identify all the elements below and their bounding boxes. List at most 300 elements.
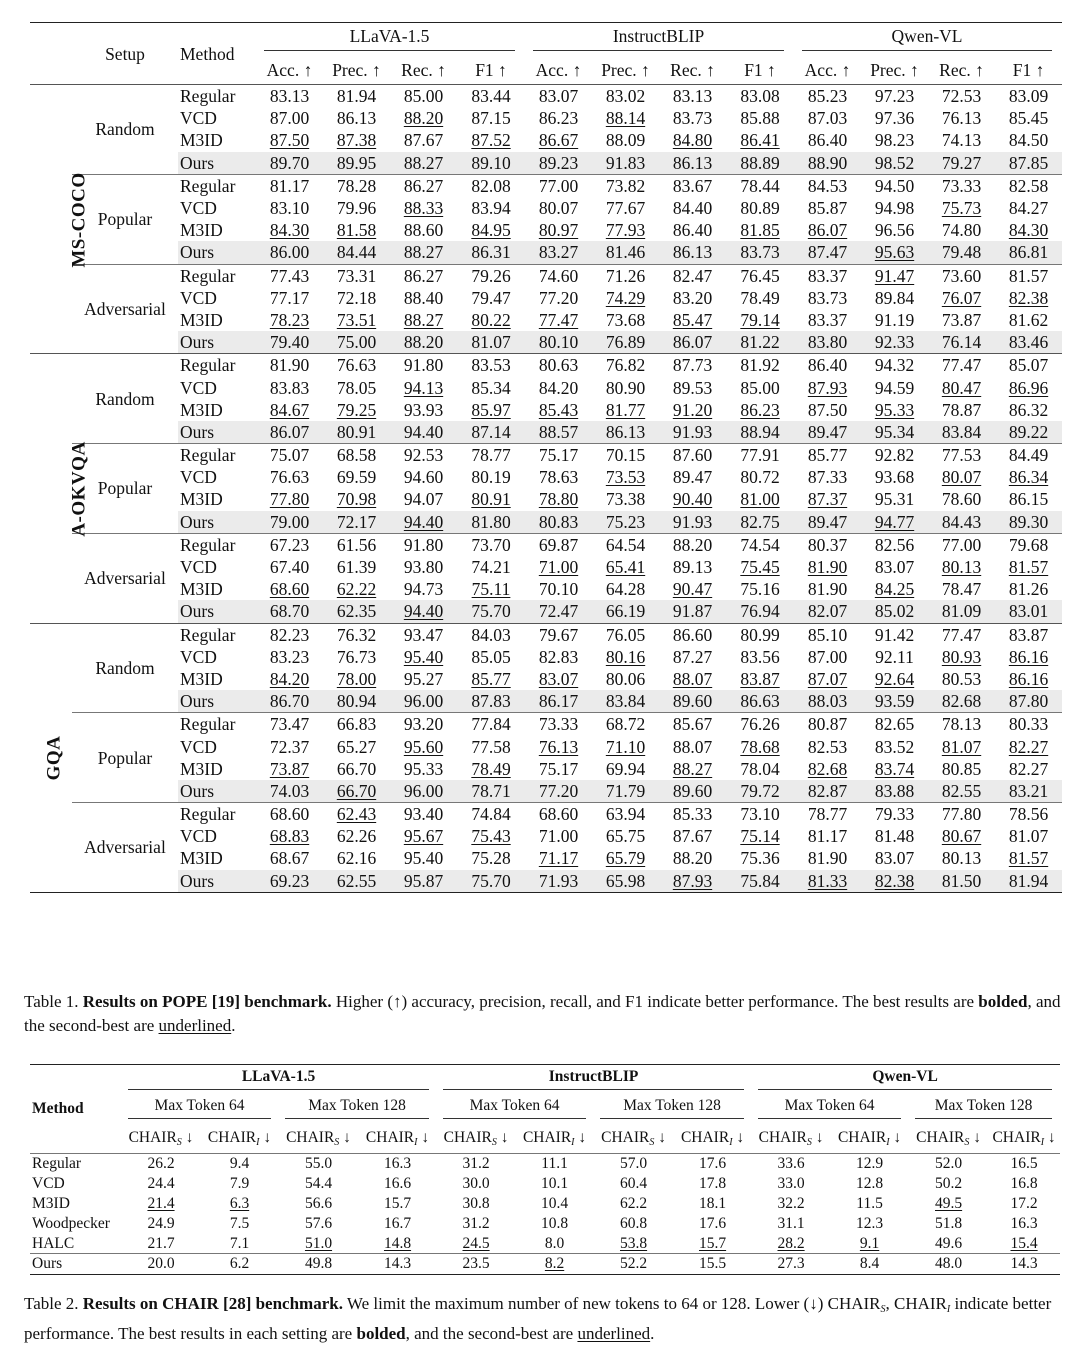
value-cell: 77.20: [525, 780, 592, 803]
value-cell: 87.27: [672, 646, 713, 667]
value-cell: 87.33: [807, 467, 848, 488]
value-cell: 75.14: [740, 826, 780, 847]
value-cell: 77.47: [941, 355, 982, 376]
value-cell: 87.00: [807, 646, 848, 667]
pope-results-table: [30, 22, 1060, 893]
value-cell: 86.07: [659, 331, 726, 354]
value-cell: 49.8: [304, 1255, 333, 1273]
value-cell: 82.38: [861, 870, 928, 893]
value-cell: 76.13: [941, 108, 982, 129]
value-cell: 86.60: [672, 624, 713, 645]
value-cell: 88.07: [672, 736, 713, 757]
metric-header: Prec. ↑: [332, 59, 381, 80]
value-cell: 81.57: [1008, 557, 1049, 578]
value-cell: 88.33: [403, 198, 444, 219]
value-cell: 31.2: [462, 1155, 490, 1173]
metric-header: Prec. ↑: [601, 59, 650, 80]
caption-text: .: [231, 1016, 236, 1035]
metric-header: Acc. ↑: [535, 59, 582, 80]
value-cell: 89.47: [794, 511, 861, 534]
value-cell: 81.90: [807, 557, 848, 578]
method-cell: Regular: [180, 804, 236, 825]
caption-label: Table 1.: [24, 992, 79, 1011]
value-cell: 83.94: [471, 198, 511, 219]
value-cell: 72.37: [269, 736, 310, 757]
value-cell: 14.3: [1010, 1255, 1038, 1273]
value-cell: 89.84: [874, 287, 915, 308]
header-method: Method: [180, 43, 235, 64]
value-cell: 62.22: [336, 579, 377, 600]
value-cell: 91.83: [592, 152, 659, 175]
value-cell: 75.07: [269, 445, 310, 466]
value-cell: 79.47: [471, 287, 511, 308]
value-cell: 87.37: [807, 489, 848, 510]
caption-bold-word: bolded: [356, 1324, 406, 1343]
value-cell: 33.6: [777, 1155, 805, 1173]
value-cell: 92.53: [403, 445, 444, 466]
value-cell: 84.53: [807, 175, 848, 196]
value-cell: 12.3: [856, 1214, 884, 1232]
value-cell: 83.87: [1008, 624, 1049, 645]
value-cell: 88.40: [403, 287, 444, 308]
table-row: [30, 85, 1062, 108]
setup-label: Adversarial: [84, 837, 166, 858]
value-cell: 94.59: [874, 377, 915, 398]
value-cell: 86.96: [1008, 377, 1049, 398]
value-cell: 94.40: [390, 421, 457, 444]
method-cell: VCD: [180, 736, 217, 757]
value-cell: 80.72: [740, 467, 780, 488]
value-cell: 32.2: [777, 1194, 805, 1212]
value-cell: 75.23: [592, 511, 659, 534]
value-cell: 65.75: [605, 826, 646, 847]
method-cell: Regular: [180, 175, 236, 196]
setup-label: Popular: [97, 209, 153, 230]
value-cell: 81.77: [605, 399, 646, 420]
method-cell: Ours: [178, 690, 256, 713]
value-cell: 92.33: [861, 331, 928, 354]
value-cell: 98.23: [874, 130, 915, 151]
value-cell: 81.17: [269, 175, 310, 196]
value-cell: 88.27: [390, 152, 457, 175]
token-setting-header: Max Token 64: [437, 1095, 594, 1123]
value-cell: 94.07: [403, 489, 444, 510]
value-cell: 88.57: [525, 421, 592, 444]
value-cell: 86.07: [807, 220, 848, 241]
value-cell: 85.05: [471, 646, 511, 667]
value-cell: 51.0: [304, 1234, 333, 1252]
value-cell: 85.97: [471, 399, 511, 420]
value-cell: 79.67: [538, 624, 579, 645]
value-cell: 17.6: [698, 1214, 727, 1232]
value-cell: 68.67: [269, 848, 310, 869]
value-cell: 88.27: [390, 241, 457, 264]
value-cell: 71.00: [538, 557, 579, 578]
value-cell: 79.26: [471, 265, 511, 286]
value-cell: 80.87: [807, 714, 848, 735]
value-cell: 71.79: [592, 780, 659, 803]
method-cell: VCD: [32, 1175, 65, 1193]
table-row: [30, 421, 1062, 444]
value-cell: 85.02: [861, 600, 928, 623]
table-row: [30, 197, 1062, 219]
value-cell: 82.68: [928, 690, 995, 713]
value-cell: 83.88: [861, 780, 928, 803]
value-cell: 75.84: [726, 870, 794, 893]
method-cell: Ours: [178, 511, 256, 534]
value-cell: 74.13: [941, 130, 982, 151]
value-cell: 86.13: [336, 108, 377, 129]
table-row: [30, 758, 1062, 780]
dataset-name: MS-COCO: [68, 171, 90, 268]
value-cell: 85.77: [807, 445, 848, 466]
value-cell: 96.00: [390, 690, 457, 713]
value-cell: 72.53: [941, 86, 982, 107]
value-cell: 84.95: [471, 220, 511, 241]
value-cell: 81.85: [740, 220, 780, 241]
value-cell: 77.80: [269, 489, 310, 510]
value-cell: 87.00: [269, 108, 310, 129]
table-row: [30, 690, 1062, 713]
method-cell: Ours: [178, 600, 256, 623]
value-cell: 78.49: [740, 287, 780, 308]
value-cell: 83.07: [538, 668, 579, 689]
value-cell: 68.83: [269, 826, 310, 847]
value-cell: 80.22: [471, 309, 511, 330]
chair-metric-header: $CHAIR_I$ ↓: [992, 1128, 1056, 1148]
value-cell: 33.0: [777, 1175, 805, 1193]
header-setup: Setup: [105, 43, 145, 64]
value-cell: 84.25: [874, 579, 915, 600]
value-cell: 95.34: [861, 421, 928, 444]
value-cell: 83.73: [726, 241, 794, 264]
value-cell: 85.07: [1008, 355, 1049, 376]
value-cell: 73.51: [336, 309, 377, 330]
token-setting-header: Max Token 64: [122, 1095, 279, 1123]
dataset-name: A-OKVQA: [68, 441, 90, 537]
value-cell: 66.70: [323, 780, 390, 803]
value-cell: 84.67: [269, 399, 310, 420]
table-row: [30, 444, 1062, 467]
value-cell: 95.31: [874, 489, 915, 510]
value-cell: 87.14: [457, 421, 525, 444]
table-row: [30, 533, 1062, 556]
method-cell: VCD: [180, 108, 217, 129]
setup-label: Random: [95, 119, 155, 140]
value-cell: 73.33: [941, 175, 982, 196]
value-cell: 24.5: [462, 1234, 490, 1252]
value-cell: 95.87: [390, 870, 457, 893]
value-cell: 83.37: [807, 309, 848, 330]
value-cell: 78.80: [538, 489, 579, 510]
value-cell: 87.07: [807, 668, 848, 689]
method-cell: Ours: [178, 780, 256, 803]
value-cell: 68.70: [256, 600, 323, 623]
setup-label: Popular: [97, 478, 153, 499]
value-cell: 30.0: [462, 1175, 490, 1193]
value-cell: 73.68: [605, 309, 646, 330]
value-cell: 7.5: [229, 1214, 250, 1232]
dataset-label: [30, 623, 72, 892]
header-spacer: [30, 23, 72, 85]
table-row: [30, 264, 1062, 287]
value-cell: 89.30: [995, 511, 1062, 534]
value-cell: 76.32: [336, 624, 377, 645]
value-cell: 96.56: [874, 220, 915, 241]
value-cell: 74.84: [471, 804, 511, 825]
method-cell: Ours: [178, 241, 256, 264]
value-cell: 10.1: [540, 1175, 569, 1193]
value-cell: 86.81: [995, 241, 1062, 264]
table-row: [30, 713, 1062, 736]
value-cell: 85.77: [471, 668, 511, 689]
value-cell: 78.87: [941, 399, 982, 420]
method-cell: VCD: [180, 646, 217, 667]
value-cell: 82.83: [538, 646, 579, 667]
value-cell: 16.6: [383, 1175, 412, 1193]
value-cell: 83.83: [269, 377, 310, 398]
value-cell: 15.7: [383, 1194, 412, 1212]
value-cell: 92.82: [874, 445, 915, 466]
value-cell: 77.00: [538, 175, 579, 196]
value-cell: 81.80: [457, 511, 525, 534]
value-cell: 90.47: [672, 579, 713, 600]
method-cell: Ours: [178, 331, 256, 354]
value-cell: 69.94: [605, 758, 646, 779]
value-cell: 84.80: [672, 130, 713, 151]
chair-metric-header: $CHAIR_S$ ↓: [286, 1128, 351, 1148]
method-cell: Regular: [32, 1155, 82, 1173]
header-model-qwen: Qwen-VL: [794, 23, 1062, 56]
value-cell: 86.07: [256, 421, 323, 444]
value-cell: 85.00: [740, 377, 780, 398]
value-cell: 97.36: [874, 108, 915, 129]
method-cell: M3ID: [180, 489, 223, 510]
value-cell: 73.87: [269, 758, 310, 779]
caption-text: indicate better performance. The best results in each setting are: [24, 1294, 1052, 1343]
table-row: [30, 847, 1062, 869]
table-row: [30, 287, 1062, 309]
value-cell: 86.40: [672, 220, 713, 241]
value-cell: 79.96: [336, 198, 377, 219]
value-cell: 86.32: [1008, 399, 1049, 420]
value-cell: 87.03: [807, 108, 848, 129]
caption-text: .: [650, 1324, 655, 1343]
method-cell: Ours: [32, 1255, 63, 1273]
value-cell: 94.40: [390, 511, 457, 534]
value-cell: 79.72: [726, 780, 794, 803]
value-cell: 81.57: [1008, 848, 1049, 869]
value-cell: 77.67: [605, 198, 646, 219]
value-cell: 85.00: [403, 86, 444, 107]
value-cell: 76.94: [726, 600, 794, 623]
value-cell: 79.68: [1008, 534, 1049, 555]
method-cell: Woodpecker: [32, 1214, 110, 1232]
value-cell: 64.28: [605, 579, 646, 600]
value-cell: 76.63: [336, 355, 377, 376]
value-cell: 81.09: [928, 600, 995, 623]
value-cell: 50.2: [935, 1175, 963, 1193]
value-cell: 68.60: [269, 804, 310, 825]
value-cell: 93.80: [403, 557, 444, 578]
metric-header: F1 ↑: [1012, 59, 1045, 80]
value-cell: 69.23: [256, 870, 323, 893]
chair-header-instructblip: InstructBLIP: [437, 1065, 752, 1096]
value-cell: 76.63: [269, 467, 310, 488]
caption-title: Results on CHAIR [28] benchmark.: [82, 1294, 343, 1313]
dataset-label: [30, 354, 90, 623]
value-cell: 86.16: [1008, 646, 1049, 667]
value-cell: 80.13: [941, 557, 982, 578]
table-row: [30, 735, 1062, 757]
value-cell: 75.11: [471, 579, 511, 600]
table-row: [30, 1194, 1060, 1214]
value-cell: 81.62: [1008, 309, 1049, 330]
value-cell: 83.09: [1008, 86, 1049, 107]
chair-header-qwen: Qwen-VL: [752, 1065, 1060, 1096]
value-cell: 78.44: [740, 175, 780, 196]
value-cell: 81.22: [726, 331, 794, 354]
value-cell: 96.00: [390, 780, 457, 803]
metric-header: Rec. ↑: [939, 59, 984, 80]
value-cell: 89.23: [525, 152, 592, 175]
value-cell: 77.17: [269, 287, 310, 308]
value-cell: 75.45: [740, 557, 780, 578]
value-cell: 68.72: [605, 714, 646, 735]
value-cell: 8.4: [859, 1255, 880, 1273]
value-cell: 83.13: [269, 86, 310, 107]
value-cell: 48.0: [935, 1255, 963, 1273]
value-cell: 89.47: [794, 421, 861, 444]
value-cell: 88.60: [403, 220, 444, 241]
value-cell: 17.8: [698, 1175, 727, 1193]
value-cell: 82.38: [1008, 287, 1049, 308]
value-cell: 72.47: [525, 600, 592, 623]
value-cell: 68.58: [336, 445, 377, 466]
value-cell: 84.30: [269, 220, 310, 241]
value-cell: 94.60: [403, 467, 444, 488]
value-cell: 14.3: [383, 1255, 412, 1273]
value-cell: 78.63: [538, 467, 579, 488]
value-cell: 85.10: [807, 624, 848, 645]
caption-sub: S: [880, 1304, 886, 1315]
table-row: [30, 241, 1062, 264]
value-cell: 71.26: [605, 265, 646, 286]
value-cell: 83.02: [605, 86, 646, 107]
value-cell: 83.52: [874, 736, 915, 757]
value-cell: 8.0: [544, 1234, 565, 1252]
value-cell: 80.53: [941, 668, 982, 689]
value-cell: 75.17: [538, 445, 579, 466]
value-cell: 80.33: [1008, 714, 1049, 735]
value-cell: 53.8: [619, 1234, 648, 1252]
value-cell: 75.73: [941, 198, 982, 219]
value-cell: 60.8: [619, 1214, 648, 1232]
caption-text: We limit the maximum number of new tokens to 64 or 128. Lower (↓) CHAIR: [342, 1294, 881, 1313]
value-cell: 84.20: [269, 668, 310, 689]
value-cell: 74.60: [538, 265, 579, 286]
value-cell: 88.89: [726, 152, 794, 175]
value-cell: 80.63: [538, 355, 579, 376]
value-cell: 83.84: [592, 690, 659, 713]
caption-sub: I: [946, 1304, 951, 1315]
value-cell: 84.50: [1008, 130, 1049, 151]
value-cell: 12.9: [856, 1155, 884, 1173]
metric-header: Rec. ↑: [670, 59, 715, 80]
value-cell: 88.20: [390, 331, 457, 354]
value-cell: 88.03: [794, 690, 861, 713]
value-cell: 60.4: [619, 1175, 648, 1193]
metric-header: Rec. ↑: [401, 59, 446, 80]
value-cell: 77.47: [941, 624, 982, 645]
value-cell: 77.80: [941, 804, 982, 825]
method-cell: M3ID: [180, 848, 223, 869]
value-cell: 73.70: [471, 534, 511, 555]
value-cell: 81.33: [794, 870, 861, 893]
value-cell: 79.14: [740, 309, 780, 330]
value-cell: 75.70: [457, 600, 525, 623]
value-cell: 86.13: [592, 421, 659, 444]
value-cell: 93.68: [874, 467, 915, 488]
table-row: [30, 825, 1062, 847]
metric-header: Acc. ↑: [266, 59, 313, 80]
value-cell: 71.10: [605, 736, 646, 757]
value-cell: 86.23: [538, 108, 579, 129]
value-cell: 82.27: [1008, 758, 1049, 779]
value-cell: 82.87: [794, 780, 861, 803]
value-cell: 81.94: [995, 870, 1062, 893]
table-row: [30, 331, 1062, 354]
value-cell: 86.27: [403, 175, 444, 196]
value-cell: 94.98: [874, 198, 915, 219]
value-cell: 6.2: [229, 1255, 250, 1273]
value-cell: 78.05: [336, 377, 377, 398]
method-cell: M3ID: [180, 668, 223, 689]
value-cell: 78.77: [471, 445, 511, 466]
value-cell: 20.0: [147, 1255, 175, 1273]
value-cell: 88.94: [726, 421, 794, 444]
value-cell: 79.00: [256, 511, 323, 534]
value-cell: 80.16: [605, 646, 646, 667]
value-cell: 85.45: [1008, 108, 1049, 129]
value-cell: 61.56: [336, 534, 377, 555]
value-cell: 65.79: [605, 848, 646, 869]
setup-label: Random: [95, 388, 155, 409]
value-cell: 78.04: [740, 758, 780, 779]
value-cell: 89.10: [457, 152, 525, 175]
value-cell: 94.77: [861, 511, 928, 534]
value-cell: 73.38: [605, 489, 646, 510]
setup-label: Adversarial: [84, 568, 166, 589]
value-cell: 82.47: [672, 265, 713, 286]
value-cell: 89.60: [659, 690, 726, 713]
value-cell: 94.40: [390, 600, 457, 623]
value-cell: 79.25: [336, 399, 377, 420]
value-cell: 77.47: [538, 309, 579, 330]
value-cell: 83.73: [807, 287, 848, 308]
value-cell: 73.31: [336, 265, 377, 286]
method-cell: M3ID: [180, 399, 223, 420]
value-cell: 76.73: [336, 646, 377, 667]
value-cell: 94.32: [874, 355, 915, 376]
method-cell: Regular: [180, 445, 236, 466]
value-cell: 87.15: [471, 108, 511, 129]
value-cell: 81.58: [336, 220, 377, 241]
value-cell: 92.11: [875, 646, 914, 667]
value-cell: 7.1: [229, 1234, 250, 1252]
value-cell: 83.80: [794, 331, 861, 354]
value-cell: 85.33: [672, 804, 713, 825]
